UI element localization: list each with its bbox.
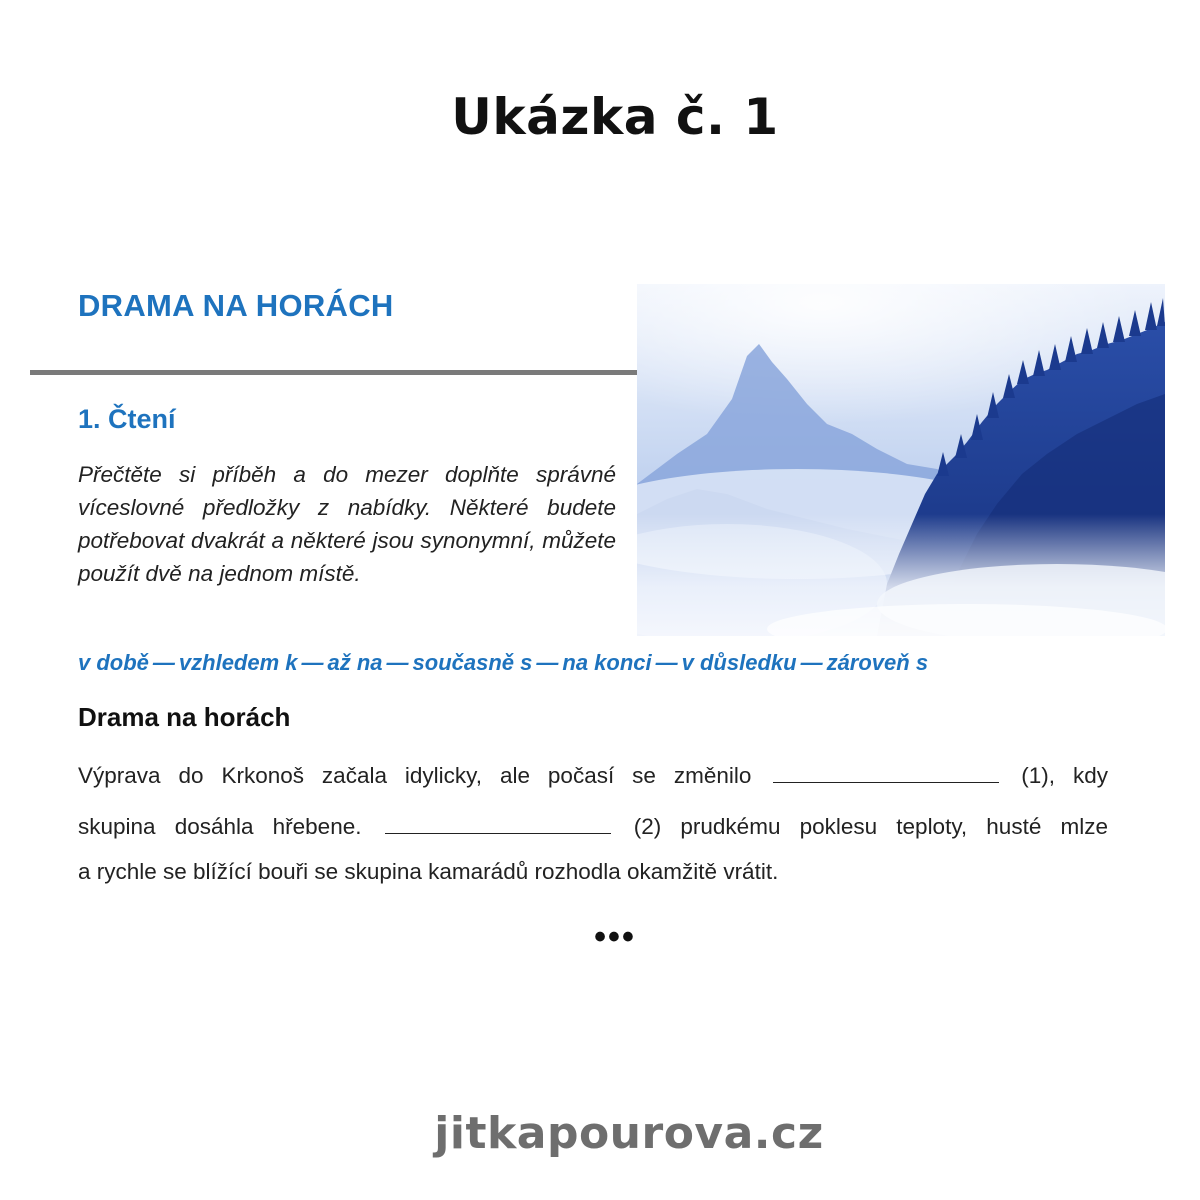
page-title: Ukázka č. 1 bbox=[451, 88, 779, 146]
word-bank-item: na konci bbox=[562, 650, 652, 675]
word-bank-separator: — bbox=[536, 650, 559, 675]
misty-mountain-forest-photo bbox=[637, 284, 1165, 636]
story-line-3: a rychle se blížící bouři se skupina kamarádů rozhodla okamžitě vrátit. bbox=[78, 859, 779, 884]
word-bank-item: vzhledem k bbox=[178, 650, 298, 675]
story-line-1 bbox=[78, 760, 1108, 789]
title-divider bbox=[30, 370, 638, 375]
footer-brand: jitkapourova.cz bbox=[434, 1108, 824, 1159]
word-bank-separator: — bbox=[301, 650, 324, 675]
word-bank-separator: — bbox=[386, 650, 409, 675]
story-text: Výprava do Krkonoš začala idylicky, ale počasí se změnilo bbox=[78, 763, 752, 788]
story-text: (1), kdy bbox=[1021, 763, 1109, 788]
continuation-ellipsis: ••• bbox=[594, 918, 636, 956]
word-bank bbox=[78, 650, 928, 676]
fill-in-blank-2[interactable] bbox=[385, 811, 611, 834]
exercise-instructions: Přečtěte si příběh a do mezer doplňte správné víceslovné předložky z nabídky. Některé budete potřebovat dvakrát a některé jsou synonymní, můžete použít dvě na jednom místě. bbox=[78, 462, 616, 586]
word-bank-item: zároveň s bbox=[826, 650, 929, 675]
story-title: Drama na horách bbox=[78, 702, 291, 732]
story-line-2 bbox=[78, 811, 1108, 840]
section-title: 1. Čtení bbox=[78, 404, 176, 434]
word-bank-separator: — bbox=[152, 650, 175, 675]
word-bank-separator: — bbox=[800, 650, 823, 675]
word-bank-separator: — bbox=[655, 650, 678, 675]
word-bank-item: současně s bbox=[412, 650, 533, 675]
document-title: DRAMA NA HORÁCH bbox=[78, 288, 394, 323]
word-bank-item: v době bbox=[78, 650, 149, 675]
story-text: skupina dosáhla hřebene. bbox=[78, 814, 362, 839]
story-text: (2) prudkému poklesu teploty, husté mlze bbox=[633, 814, 1108, 839]
word-bank-item: až na bbox=[327, 650, 383, 675]
fill-in-blank-1[interactable] bbox=[773, 760, 999, 783]
word-bank-item: v důsledku bbox=[681, 650, 797, 675]
